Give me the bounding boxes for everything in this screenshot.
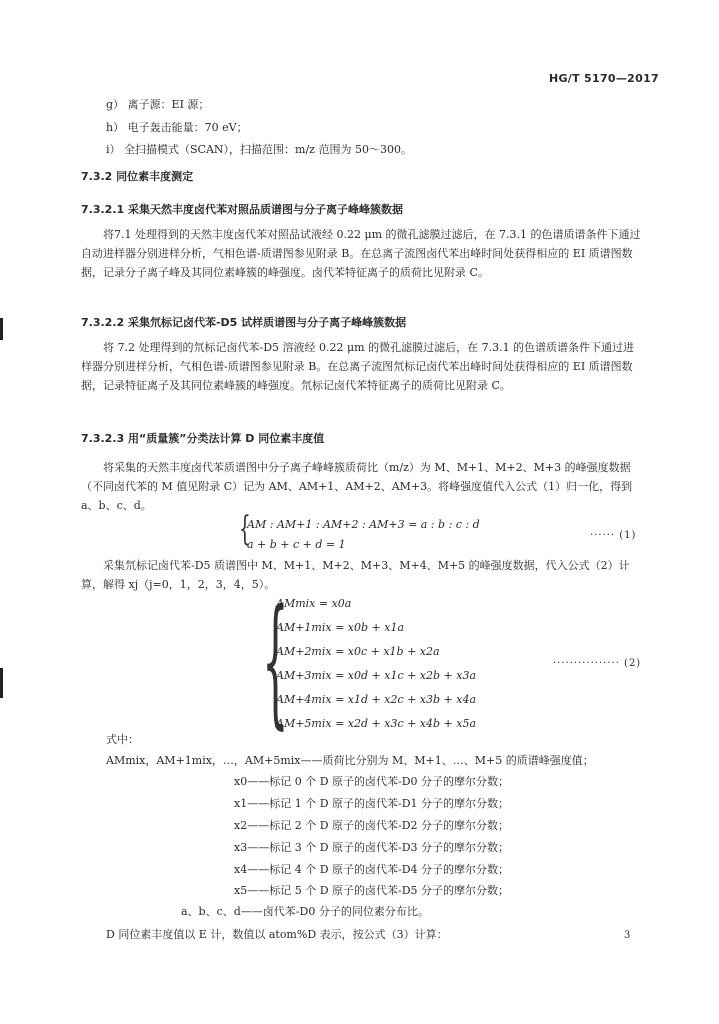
paragraph-7-3-2-3-intro: 将采集的天然丰度卤代苯质谱图中分子离子峰峰簇质荷比（m/z）为 M、M+1、M+2、M+3 的峰强度数据（不同卤代苯的 M 值见附录 C）记为 AM、AM+1、AM+2、AM+3。将峰强度值代入公式（1）归一化，得到 a、b、c、d。 xyxy=(81,461,633,512)
definition-x1: x1——标记 1 个 D 原子的卤代苯-D1 分子的摩尔分数； xyxy=(234,797,510,810)
definition-x3: x3——标记 3 个 D 原子的卤代苯-D3 分子的摩尔分数； xyxy=(234,841,510,854)
equation-2-line-6: AM+5mix = x2d + x3c + x4b + x5a xyxy=(276,717,477,730)
paragraph-7-3-2-1: 将7.1 处理得到的天然丰度卤代苯对照品试液经 0.22 μm 的微孔滤膜过滤后，在 7.3.1 的色谱质谱条件下通过自动进样器分别进样分析，气相色谱-质谱图参见附录 B。在总离子流图卤代苯出峰时间处获得相应的 EI 质谱图数据，记录分子离子峰及其同位素峰簇的峰强度。卤代苯特征离子的质荷比见附录 C。 xyxy=(81,228,641,279)
definition-a-mix: AMmix，AM+1mix，…，AM+5mix——质荷比分别为 M、M+1、…、M+5 的质谱峰强度值； xyxy=(106,754,594,767)
section-heading-7-3-2-1: 7.3.2.1 采集天然丰度卤代苯对照品质谱图与分子离子峰峰簇数据 xyxy=(81,203,403,216)
definition-x2: x2——标记 2 个 D 原子的卤代苯-D2 分子的摩尔分数； xyxy=(234,819,510,832)
page-number: 3 xyxy=(624,930,631,941)
paragraph-7-3-2-3-eq2-intro: 采集氘标记卤代苯-D5 质谱图中 M、M+1、M+2、M+3、M+4、M+5 的峰强度数据，代入公式（2）计算，解得 xj（j=0，1，2，3，4，5）。 xyxy=(81,559,630,591)
equation-2-line-4: AM+3mix = x0d + x1c + x2b + x3a xyxy=(276,669,477,682)
equation-2-line-5: AM+4mix = x1d + x2c + x3b + x4a xyxy=(276,693,477,706)
section-heading-7-3-2: 7.3.2 同位素丰度测定 xyxy=(81,170,194,183)
scan-edge-mark-1 xyxy=(0,318,3,340)
definition-x5: x5——标记 5 个 D 原子的卤代苯-D5 分子的摩尔分数； xyxy=(234,884,510,897)
equation-2-number: ················ (2) xyxy=(553,658,642,669)
equation-1-brace: { xyxy=(238,509,251,549)
equation-1-line-1: AM : AM+1 : AM+2 : AM+3 = a : b : c : d xyxy=(247,518,480,531)
paragraph-7-3-2-2: 将 7.2 处理得到的氘标记卤代苯-D5 溶液经 0.22 μm 的微孔滤膜过滤后，在 7.3.1 的色谱质谱条件下通过进样器分别进样分析，气相色谱-质谱图参见附录 B。在总离子流图氘标记卤代苯出峰时间处获得相应的 EI 质谱图数据，记录特征离子及其同位素峰簇的峰强度。氘标记卤代苯特征离子的质荷比见附录 C。 xyxy=(81,341,635,392)
equation-2-line-3: AM+2mix = x0c + x1b + x2a xyxy=(276,645,440,658)
section-heading-7-3-2-3: 7.3.2.3 用“质量簇”分类法计算 D 同位素丰度值 xyxy=(81,432,325,445)
list-item-g: g） 离子源：EI 源； xyxy=(106,98,210,111)
list-item-i: i） 全扫描模式（SCAN），扫描范围：m/z 范围为 50～300。 xyxy=(106,143,412,156)
definition-x4: x4——标记 4 个 D 原子的卤代苯-D4 分子的摩尔分数； xyxy=(234,863,510,876)
closing-sentence: D 同位素丰度值以 E 计，数值以 atom%D 表示，按公式（3）计算： xyxy=(106,928,448,941)
section-heading-7-3-2-2: 7.3.2.2 采集氘标记卤代苯-D5 试样质谱图与分子离子峰峰簇数据 xyxy=(81,316,407,329)
equation-1-number: ······ (1) xyxy=(590,530,637,541)
equation-1-line-2: a + b + c + d = 1 xyxy=(247,538,346,551)
scan-edge-mark-2 xyxy=(0,668,3,698)
standard-number: HG/T 5170—2017 xyxy=(548,72,659,85)
definition-x0: x0——标记 0 个 D 原子的卤代苯-D0 分子的摩尔分数； xyxy=(234,775,510,788)
equation-2-line-2: AM+1mix = x0b + x1a xyxy=(276,621,404,634)
definition-abcd: a、b、c、d——卤代苯-D0 分子的同位素分布比。 xyxy=(181,905,429,918)
where-label: 式中： xyxy=(106,733,139,746)
list-item-h: h） 电子轰击能量：70 eV； xyxy=(106,121,248,134)
equation-2-line-1: AMmix = x0a xyxy=(276,597,352,610)
equation-2-brace: { xyxy=(262,580,289,743)
